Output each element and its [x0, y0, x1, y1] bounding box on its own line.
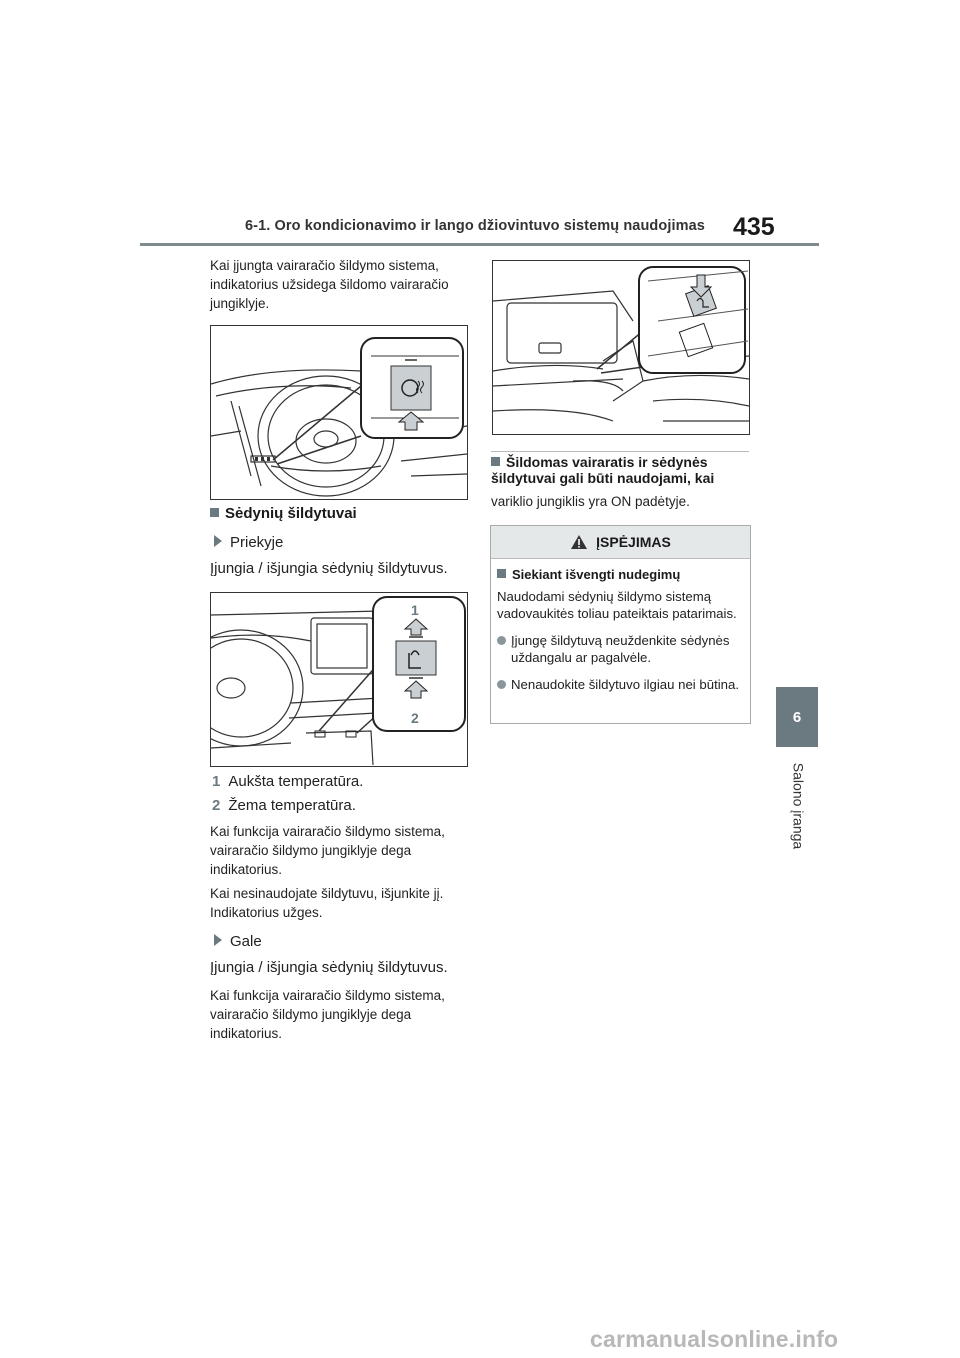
steering-heater-intro: Kai įjungta vairaračio šildymo sistema, indikatorius užsidega šildomo vairaračio jungiklyje. — [210, 258, 449, 311]
warning-bullet-2: Nenaudokite šildytuvo ilgiau nei būtina. — [497, 676, 744, 693]
rear-label: Gale — [214, 932, 262, 952]
figure-steering-heater-switch — [210, 325, 468, 500]
item-low-temp: 2 Žema temperatūra. — [212, 797, 356, 814]
warning-bullet-1: Įjungę šildytuvą neuždenkite sėdynės uždangalu ar pagalvėle. — [497, 632, 744, 666]
front-description: Įjungia / išjungia sėdynių šildytuvus. — [210, 560, 448, 577]
door-panel-illustration — [493, 261, 749, 434]
condition-text: variklio jungiklis yra ON padėtyje. — [491, 494, 690, 509]
condition-divider — [491, 451, 749, 452]
warning-subheading: Siekiant išvengti nudegimų — [497, 567, 744, 582]
seat-heaters-heading: Sėdynių šildytuvai — [210, 505, 357, 522]
condition-heading: Šildomas vairaratis ir sėdynės šildytuvai gali būti naudojami, kai — [491, 454, 715, 486]
note-rear-indicator: Kai funkcija vairaračio šildymo sistema, vairaračio šildymo jungiklyje dega indikatorius. — [210, 988, 445, 1041]
figure-front-seat-heater-switch — [210, 592, 468, 767]
dashboard-illustration — [211, 326, 467, 499]
header-divider — [140, 243, 819, 246]
warning-intro: Naudodami sėdynių šildymo sistemą vadovaukitės toliau pateiktais patarimais. — [497, 589, 737, 621]
section-title: 6-1. Oro kondicionavimo ir lango džiovintuvo sistemų naudojimas — [245, 218, 705, 234]
console-illustration — [211, 593, 467, 766]
triangle-bullet-icon — [214, 535, 222, 547]
note-indicator-on: Kai funkcija vairaračio šildymo sistema, vairaračio šildymo jungiklyje dega indikatorius. — [210, 824, 445, 877]
warning-box — [490, 525, 751, 724]
watermark: carmanualsonline.info — [590, 1326, 839, 1352]
figure-rear-seat-heater-switch — [492, 260, 750, 435]
square-bullet-icon — [497, 569, 506, 578]
chapter-title: Salono įranga — [790, 762, 807, 850]
rear-description: Įjungia / išjungia sėdynių šildytuvus. — [210, 959, 448, 976]
warning-triangle-icon — [570, 534, 588, 550]
triangle-bullet-icon — [214, 934, 222, 946]
item-high-temp: 1 Aukšta temperatūra. — [212, 773, 364, 790]
front-label: Priekyje — [214, 533, 283, 553]
callout-1-label: 1 — [411, 602, 419, 618]
warning-header — [491, 526, 750, 559]
bullet-dot-icon — [497, 636, 506, 645]
callout-2-label: 2 — [411, 710, 419, 726]
note-turn-off: Kai nesinaudojate šildytuvu, išjunkite jį. Indikatorius užges. — [210, 886, 444, 920]
page-number: 435 — [733, 213, 775, 241]
chapter-tab: 6 — [776, 687, 818, 747]
warning-title: ĮSPĖJIMAS — [596, 534, 671, 550]
square-bullet-icon — [210, 508, 219, 517]
bullet-dot-icon — [497, 680, 506, 689]
square-bullet-icon — [491, 457, 500, 466]
